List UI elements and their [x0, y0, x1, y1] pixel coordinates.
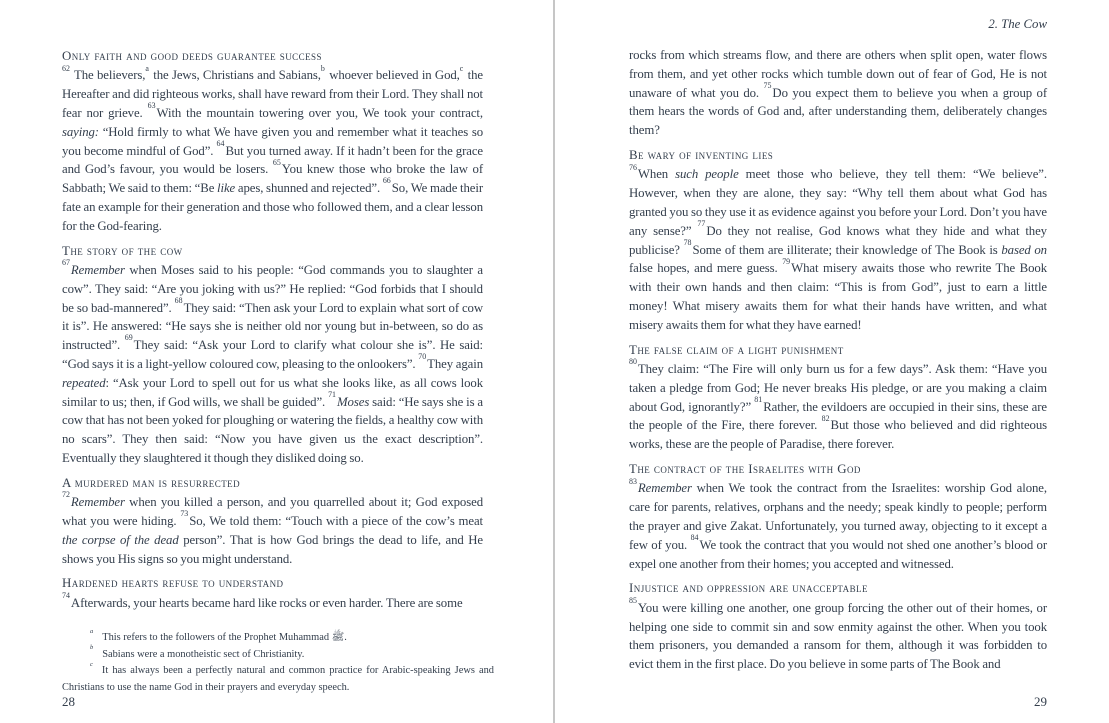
verse-number: a: [145, 63, 149, 73]
body-paragraph: $^{67}$Remember when Moses said to his people: “God commands you to slaughter a cow”. They said: “Are you joking with us?” He replied: “God forbids that I should be so bad-mannered”. $^{68}$They said: “Then ask your Lord to explain what sort of cow it is”. He answered: “He says she is neither old nor young but in-between, so do as instructed”. $^{69}$They said: “Ask your Lord to clarify what colour she is”. He said: “God says it is a light-yellow coloured cow, pleasing to the onlookers”. $^{70}$They again repeated: “Ask your Lord to spell out for us what she looks like, as all cows look similar to us; then, if God wills, we shall be guided”. $^{71}$Moses said: “He says she is a cow that has not been yoked for ploughing or watering the fields, a healthy cow with no scars”. They then said: “Now you have given us the exact description”. Eventually they slaughtered it though they disliked doing so.: [62, 258, 484, 465]
section-heading: Injustice and oppression are unacceptable: [629, 581, 868, 596]
page-right-content: [629, 46, 1047, 674]
body-paragraph: $^{83}$Remember when We took the contract from the Israelites: worship God alone, care for parents, relatives, orphans and the needy; speak kindly to people; perform the prayer and give Zakat. Unfortunately, you turned away, objecting to it except a few of you. $^{84}$We took the contract that you would not shed one another’s blood or expel one another from their homes; you accepted and witnessed.: [629, 476, 1048, 571]
section-heading: Be wary of inventing lies: [629, 147, 774, 162]
verse-number: 71: [328, 389, 336, 399]
verse-number: 77: [697, 218, 706, 228]
verse-number: 64: [216, 138, 225, 148]
verse-number: 65: [272, 157, 281, 167]
page-left-content: [62, 47, 483, 613]
section-heading: The story of the cow: [62, 243, 183, 258]
page-divider: [553, 0, 555, 723]
verse-number: b: [320, 63, 325, 73]
verse-number: 75: [763, 80, 772, 90]
section-heading: A murdered man is resurrected: [62, 475, 241, 490]
section-heading: Only faith and good deeds guarantee success: [62, 49, 322, 63]
page-number-left: 28: [62, 694, 75, 709]
verse-number: 62: [62, 63, 70, 73]
footnote-marker: b: [90, 644, 94, 652]
verse-number: 76: [629, 162, 637, 172]
verse-number: 66: [382, 176, 391, 186]
footnote-marker: c: [90, 660, 93, 668]
verse-number: 84: [690, 532, 699, 542]
verse-number: 63: [147, 101, 156, 111]
verse-number: 73: [180, 509, 189, 519]
footnote: $^a$This refers to the followers of the Prophet Muhammad ﷺ.: [90, 627, 347, 643]
verse-number: 70: [418, 352, 427, 362]
body-paragraph: rocks from which streams flow, and there are others when split open, water flows from them, and yet other rocks which tumble down out of fear of God, He is not unaware of what you do. $^{75}$Do you expect them to believe you when a group of them hears the words of God and, after understanding them, deliberately changes them?: [629, 48, 1047, 138]
verse-number: 78: [683, 237, 692, 247]
body-paragraph: $^{80}$They claim: “The Fire will only burn us for a few days”. Ask them: “Have you taken a pledge from God; He never breaks His pledge, or are you making a claim about God, ignorantly?” $^{81}$Rather, the evildoers are occupied in their sins, these are the people of the Fire, there forever. $^{82}$But those who believed and did righteous works, these are the people of Paradise, there forever.: [629, 357, 1047, 452]
verse-number: 68: [174, 295, 183, 305]
verse-number: c: [459, 63, 464, 73]
section-heading: The false claim of a light punishment: [629, 342, 844, 357]
body-paragraph: $^{62}$ The believers,$^a$ the Jews, Christians and Sabians,$^b$ whoever believed in God,$^c$ the Hereafter and did righteous works, shall have reward from their Lord. They shall not fear nor grieve. $^{63}$With the mountain towering over you, We took your contract, saying: “Hold firmly to what We have given you and remember what it teaches so you become mindful of God”. $^{64}$But you turned away. If it hadn’t been for the grace and God’s favour, you would be losers. $^{65}$You knew those who broke the law of Sabbath; We said to them: “Be like apes, shunned and rejected”. $^{66}$So, We made their fate an example for their generation and those who followed them, and a clear lesson for the God-fearing.: [62, 63, 484, 233]
section-heading: Hardened hearts refuse to understand: [62, 576, 284, 591]
verse-number: 72: [62, 490, 70, 500]
verse-number: 83: [629, 476, 637, 486]
running-header: 2. The Cow: [988, 17, 1047, 31]
body-paragraph: $^{72}$Remember when you killed a person, and you quarrelled about it; God exposed what you were hiding. $^{73}$So, We told them: “Touch with a piece of the cow’s meat the corpse of the dead person”. That is how God brings the dead to life, and He shows you His signs so you might understand.: [62, 490, 483, 566]
body-paragraph: $^{85}$You were killing one another, one group forcing the other out of their homes, or helping one side to commit sin and sow enmity against the other. When you took them prisoners, you demanded a ransom for them, although it was forbidden to evict them in the first place. Do you believe in some parts of The Book and: [629, 595, 1047, 672]
footnote-marker: a: [90, 627, 94, 635]
verse-number: 85: [629, 595, 637, 605]
section-heading: The contract of the Israelites with God: [629, 461, 861, 476]
verse-number: 74: [62, 590, 70, 600]
verse-number: 67: [62, 258, 70, 268]
verse-number: 69: [124, 333, 133, 343]
verse-number: 82: [821, 413, 830, 423]
footnote: $^b$Sabians were a monotheistic sect of Christianity.: [90, 644, 305, 660]
verse-number: 79: [782, 256, 791, 266]
page-number-right: 29: [1034, 694, 1047, 709]
footnote-block: [62, 627, 494, 696]
verse-number: 80: [629, 357, 637, 367]
verse-number: 81: [754, 394, 763, 404]
body-paragraph: $^{76}$When such people meet those who believe, they tell them: “We believe”. However, when they are alone, they say: “Why tell them about what God has granted you so they use it as evidence against you before your Lord. Don’t you have any sense?” $^{77}$Do they not realise, God knows what they hide and what they publicise? $^{78}$Some of them are illiterate; their knowledge of The Book is based on false hopes, and mere guess. $^{79}$What misery awaits those who rewrite The Book with their own hands and then claim: “This is from God”, just to earn a little money! What misery awaits them for what their hands have written, and what misery awaits them for what they have earned!: [629, 162, 1048, 332]
footnote: $^c$It has always been a perfectly natural and common practice for Arabic-speaking Jews and Christians to use the name God in their prayers and everyday speech.: [62, 660, 494, 693]
body-paragraph: $^{74}$Afterwards, your hearts became hard like rocks or even harder. There are some: [62, 590, 463, 610]
